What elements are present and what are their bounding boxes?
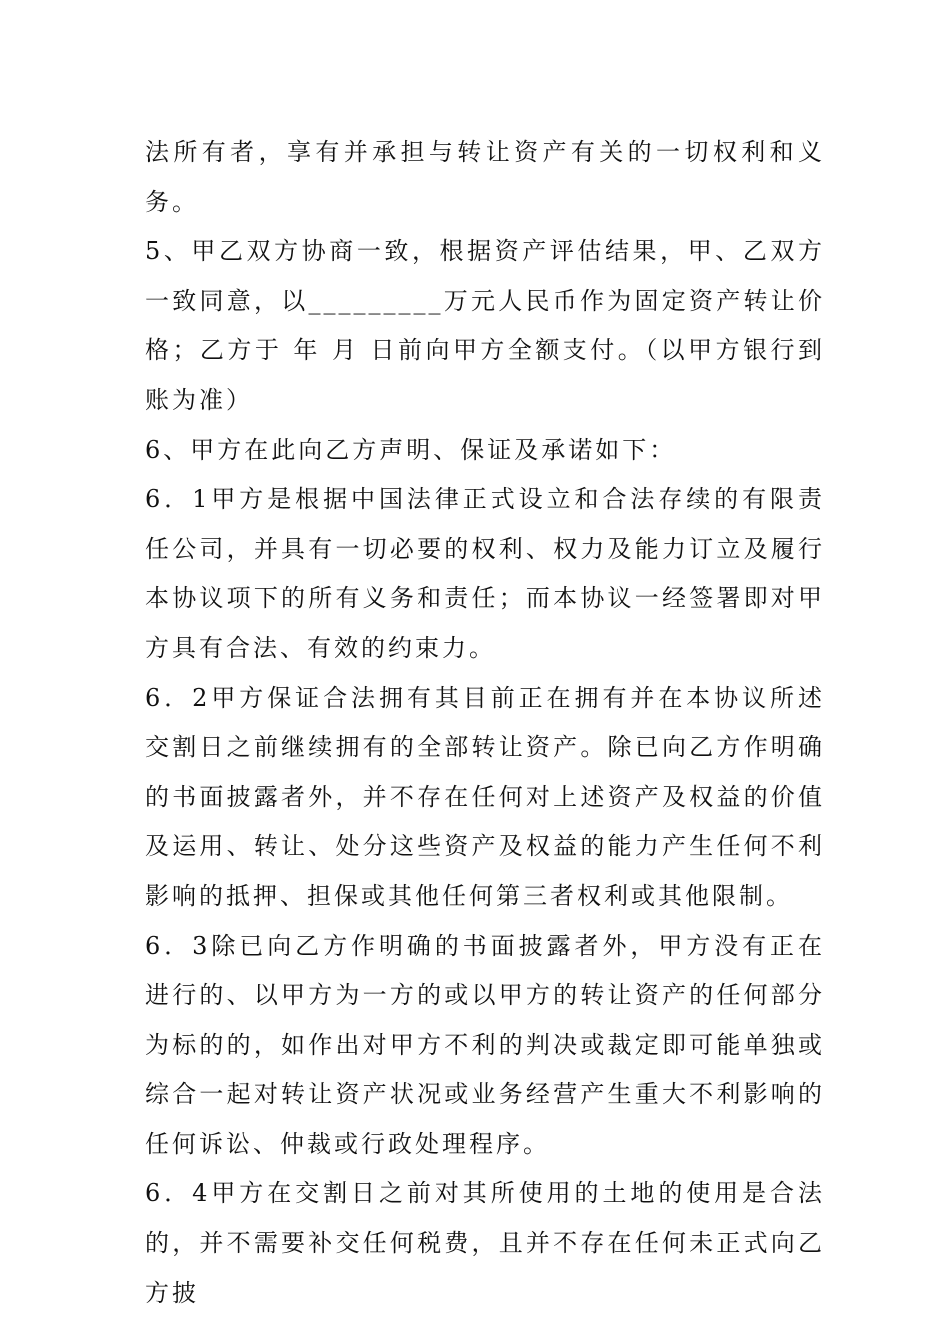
paragraph-clause-6-3: 6．3除已向乙方作明确的书面披露者外，甲方没有正在进行的、以甲方为一方的或以甲方的转让资产的任何部分为标的的，如作出对甲方不利的判决或裁定即可能单独或综合一起对转让资产状况或业务经营产生重大不利影响的任何诉讼、仲裁或行政处理程序。 — [145, 931, 825, 1158]
document-body — [145, 128, 825, 1318]
paragraph-clause-6-2: 6．2甲方保证合法拥有其目前正在拥有并在本协议所述交割日之前继续拥有的全部转让资产。除已向乙方作明确的书面披露者外，并不存在任何对上述资产及权益的价值及运用、转让、处分这些资产及权益的能力产生任何不利影响的抵押、担保或其他任何第三者权利或其他限制。 — [145, 683, 825, 910]
paragraph-clause-6-1: 6．1甲方是根据中国法律正式设立和合法存续的有限责任公司，并具有一切必要的权利、权力及能力订立及履行本协议项下的所有义务和责任；而本协议一经签署即对甲方具有合法、有效的约束力。 — [145, 485, 825, 662]
paragraph-clause-5-price: 5、甲乙双方协商一致，根据资产评估结果，甲、乙双方一致同意，以_________万元人民币作为固定资产转让价格；乙方于 年 月 日前向甲方全额支付。（以甲方银行到账为准） — [145, 237, 825, 414]
paragraph-clause-6-heading: 6、甲方在此向乙方声明、保证及承诺如下： — [145, 435, 677, 464]
paragraph-rights-obligations: 法所有者，享有并承担与转让资产有关的一切权利和义务。 — [145, 138, 825, 216]
paragraph-clause-6-4: 6．4甲方在交割日之前对其所使用的土地的使用是合法的，并不需要补交任何税费，且并不存在任何未正式向乙方披 — [145, 1179, 825, 1307]
